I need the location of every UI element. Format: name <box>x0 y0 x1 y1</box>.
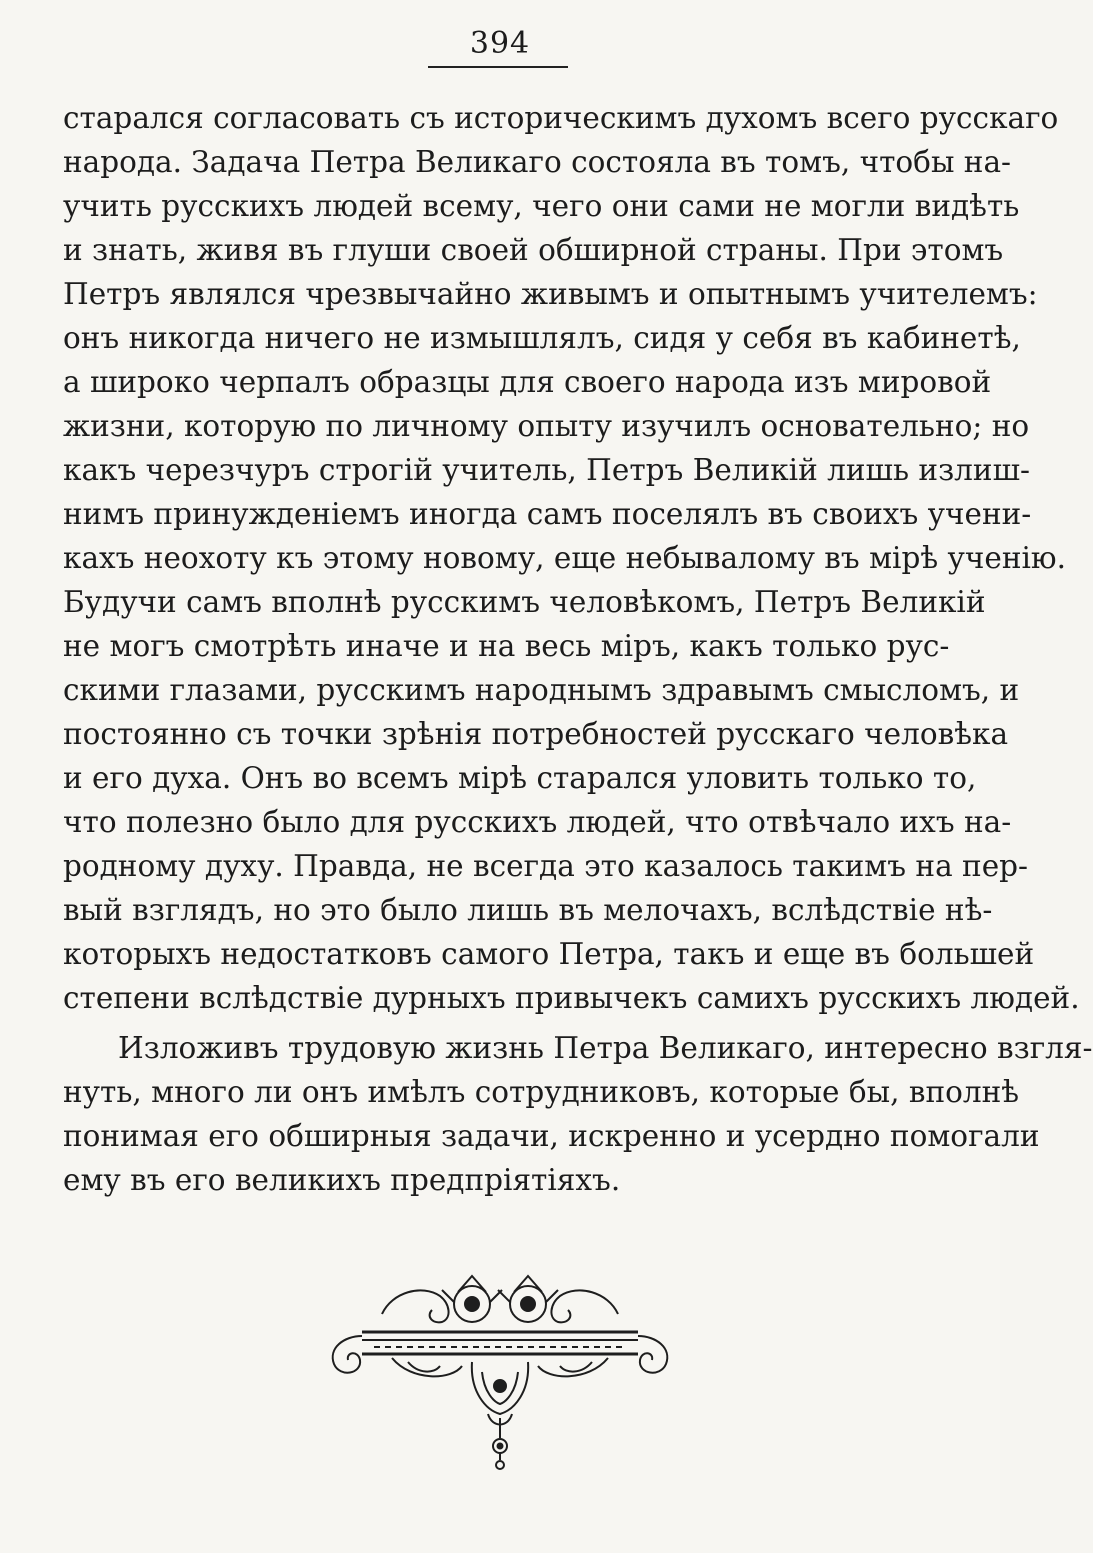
text-line: старался согласовать съ историческимъ духомъ всего русскаго <box>63 101 1059 135</box>
text-line: а широко черпалъ образцы для своего народа изъ мировой <box>63 365 992 399</box>
text-line: нимъ принужденіемъ иногда самъ поселялъ въ своихъ учени- <box>63 497 1032 531</box>
text-line: степени вслѣдствіе дурныхъ привычекъ самихъ русскихъ людей. <box>63 981 1080 1015</box>
text-line: Будучи самъ вполнѣ русскимъ человѣкомъ, Петръ Великій <box>63 585 986 619</box>
text-line: понимая его обширныя задачи, искренно и усердно помогали <box>63 1119 1040 1153</box>
text-line: Изложивъ трудовую жизнь Петра Великаго, интересно взгля- <box>118 1031 1093 1065</box>
text-line: вый взглядъ, но это было лишь въ мелочахъ, вслѣдствіе нѣ- <box>63 893 993 927</box>
text-line: родному духу. Правда, не всегда это казалось такимъ на пер- <box>63 849 1029 883</box>
page-number: 394 <box>469 26 531 61</box>
decorative-ornament <box>322 1262 678 1522</box>
text-line: жизни, которую по личному опыту изучилъ основательно; но <box>63 409 1030 443</box>
text-line: народа. Задача Петра Великаго состояла въ томъ, чтобы на- <box>63 145 1012 179</box>
text-line: нуть, много ли онъ имѣлъ сотрудниковъ, которые бы, вполнѣ <box>63 1075 1020 1109</box>
text-line: ему въ его великихъ предпріятіяхъ. <box>63 1163 621 1197</box>
text-line: Петръ являлся чрезвычайно живымъ и опытнымъ учителемъ: <box>63 277 1038 311</box>
text-line: и знать, живя въ глуши своей обширной страны. При этомъ <box>63 233 1004 267</box>
text-line: онъ никогда ничего не измышлялъ, сидя у себя въ кабинетѣ, <box>63 321 1021 355</box>
text-line: кахъ неохоту къ этому новому, еще небывалому въ мірѣ ученію. <box>63 541 1066 575</box>
text-line: что полезно было для русскихъ людей, что отвѣчало ихъ на- <box>63 805 1012 839</box>
text-line: скими глазами, русскимъ народнымъ здравымъ смысломъ, и <box>63 673 1020 707</box>
text-line: не могъ смотрѣть иначе и на весь міръ, какъ только рус- <box>63 629 950 663</box>
text-line: какъ черезчуръ строгій учитель, Петръ Великій лишь излиш- <box>63 453 1030 487</box>
text-line: постоянно съ точки зрѣнія потребностей русскаго человѣка <box>63 717 1009 751</box>
page-number-rule <box>428 66 568 68</box>
text-line: которыхъ недостатковъ самого Петра, такъ и еще въ большей <box>63 937 1035 971</box>
text-line: учить русскихъ людей всему, чего они сами не могли видѣть <box>63 189 1020 223</box>
text-line: и его духа. Онъ во всемъ мірѣ старался уловить только то, <box>63 761 977 795</box>
